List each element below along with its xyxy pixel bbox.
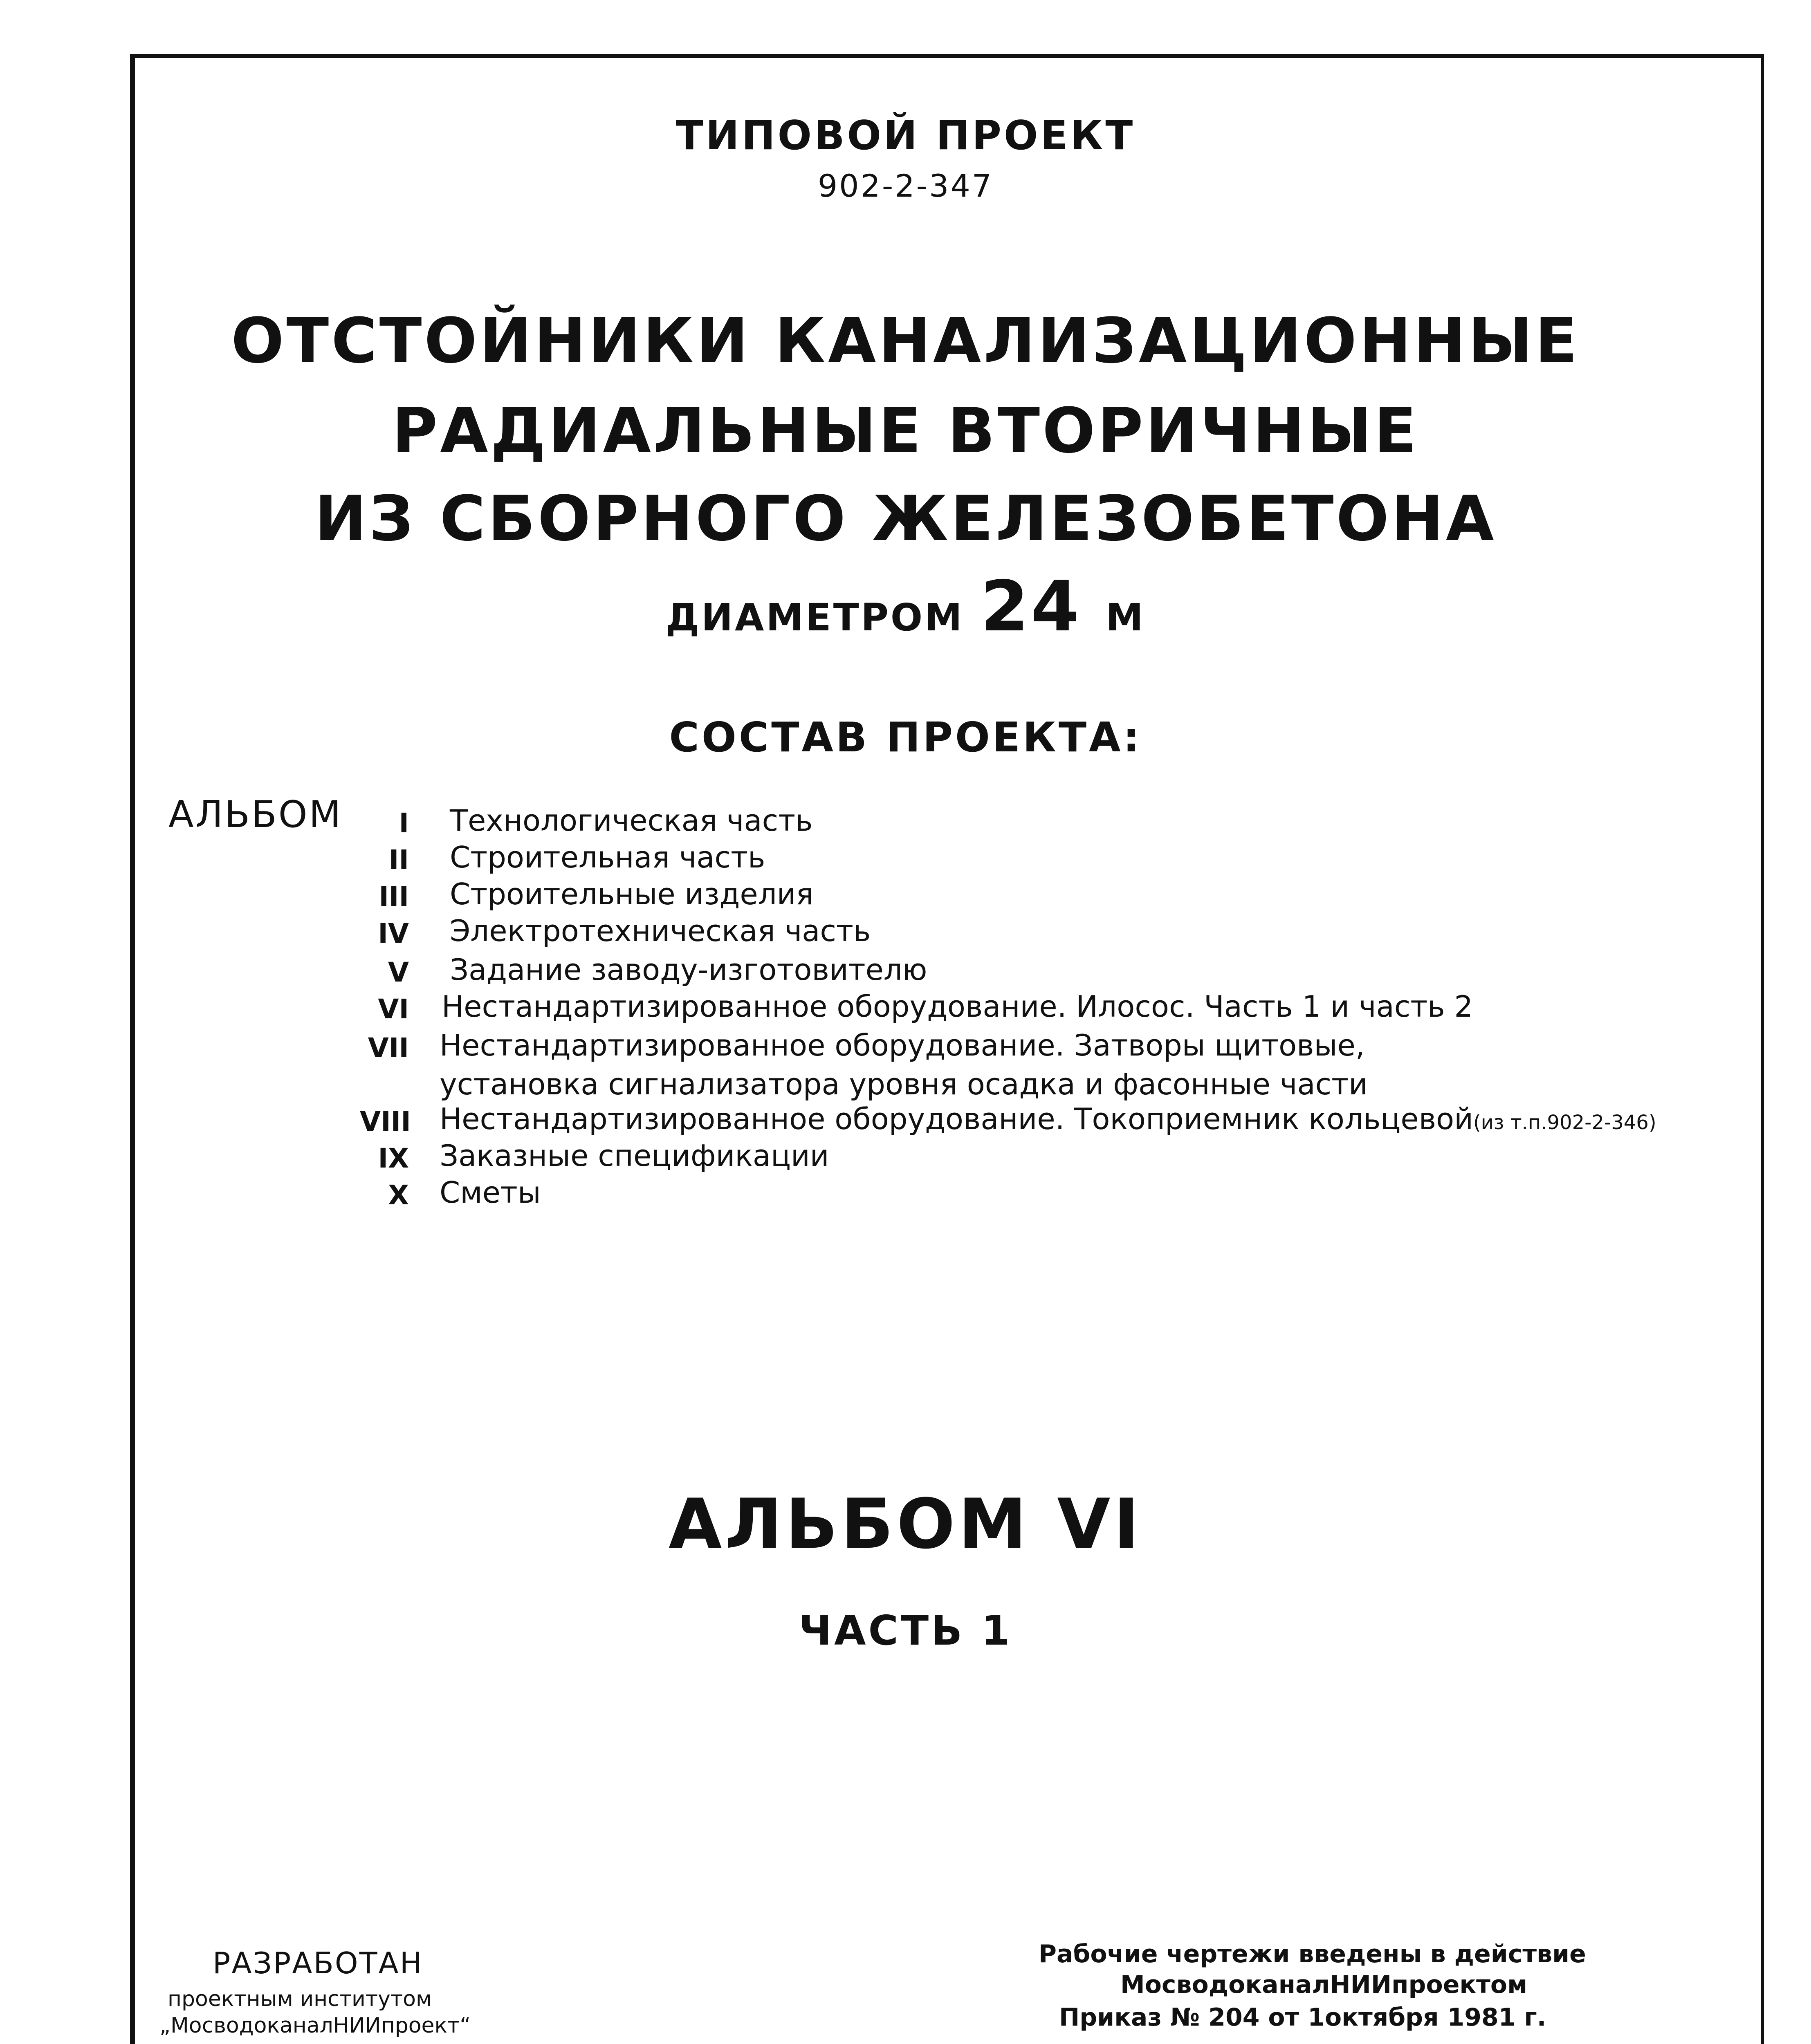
album-item-number: X <box>388 1179 409 1211</box>
album-item-number: VII <box>368 1032 409 1064</box>
developer-line-2: „МосводоканалНИИпроект“ <box>159 2013 471 2038</box>
album-item-text: Нестандартизированное оборудование. Илосос. Часть 1 и часть 2 <box>442 989 1473 1024</box>
album-item-text: Сметы <box>440 1175 541 1210</box>
album-item-number: VIII <box>360 1106 411 1137</box>
album-item-note: (из т.п.902-2-346) <box>1473 1111 1656 1134</box>
project-series: ТИПОВОЙ ПРОЕКТ <box>675 112 1136 159</box>
album-item-text-continued: установка сигнализатора уровня осадка и фасонные части <box>440 1067 1368 1101</box>
diameter-line <box>0 566 1811 647</box>
title-line-2: РАДИАЛЬНЫЕ ВТОРИЧНЫЕ <box>392 394 1419 467</box>
album-item-text: Строительная часть <box>450 840 765 874</box>
album-title: АЛЬБОМ VI <box>669 1484 1142 1564</box>
introduction-line-3: Приказ № 204 от 1октября 1981 г. <box>1059 2003 1546 2032</box>
developer-line-1: проектным институтом <box>168 1987 432 2011</box>
introduction-line-1: Рабочие чертежи введены в действие <box>1039 1940 1586 1968</box>
introduction-line-2: МосводоканалНИИпроектом <box>1120 1970 1528 1999</box>
album-item-number: I <box>399 807 409 839</box>
album-item-text: Строительные изделия <box>450 877 814 911</box>
album-item-text <box>440 1102 1656 1136</box>
album-item-number: III <box>379 881 409 912</box>
album-part: ЧАСТЬ 1 <box>799 1607 1012 1654</box>
title-line-1: ОТСТОЙНИКИ КАНАЛИЗАЦИОННЫЕ <box>231 305 1580 377</box>
album-item-text: Задание заводу-изготовителю <box>450 953 927 987</box>
album-item-number: V <box>388 957 409 988</box>
diameter-label: ДИАМЕТРОМ <box>666 596 964 639</box>
developer-title: РАЗРАБОТАН <box>213 1946 423 1980</box>
project-number: 902-2-347 <box>817 168 994 204</box>
album-item-text: Заказные спецификации <box>440 1139 829 1173</box>
album-item-number: VI <box>378 993 409 1025</box>
album-item-text: Электротехническая часть <box>450 914 871 948</box>
album-item-number: IV <box>378 918 409 949</box>
album-list-label: АЛЬБОМ <box>168 793 343 836</box>
album-item-text-main: Нестандартизированное оборудование. Токоприемник кольцевой <box>440 1102 1473 1136</box>
album-item-text: Технологическая часть <box>450 803 813 838</box>
title-line-3: ИЗ СБОРНОГО ЖЕЛЕЗОБЕТОНА <box>314 482 1497 555</box>
diameter-unit: М <box>1106 596 1145 639</box>
album-item-number: II <box>388 844 409 876</box>
album-item-text: Нестандартизированное оборудование. Затворы щитовые, <box>440 1028 1365 1062</box>
diameter-value: 24 <box>980 566 1082 647</box>
album-item-number: IX <box>378 1143 409 1174</box>
composition-heading: СОСТАВ ПРОЕКТА: <box>669 713 1142 761</box>
